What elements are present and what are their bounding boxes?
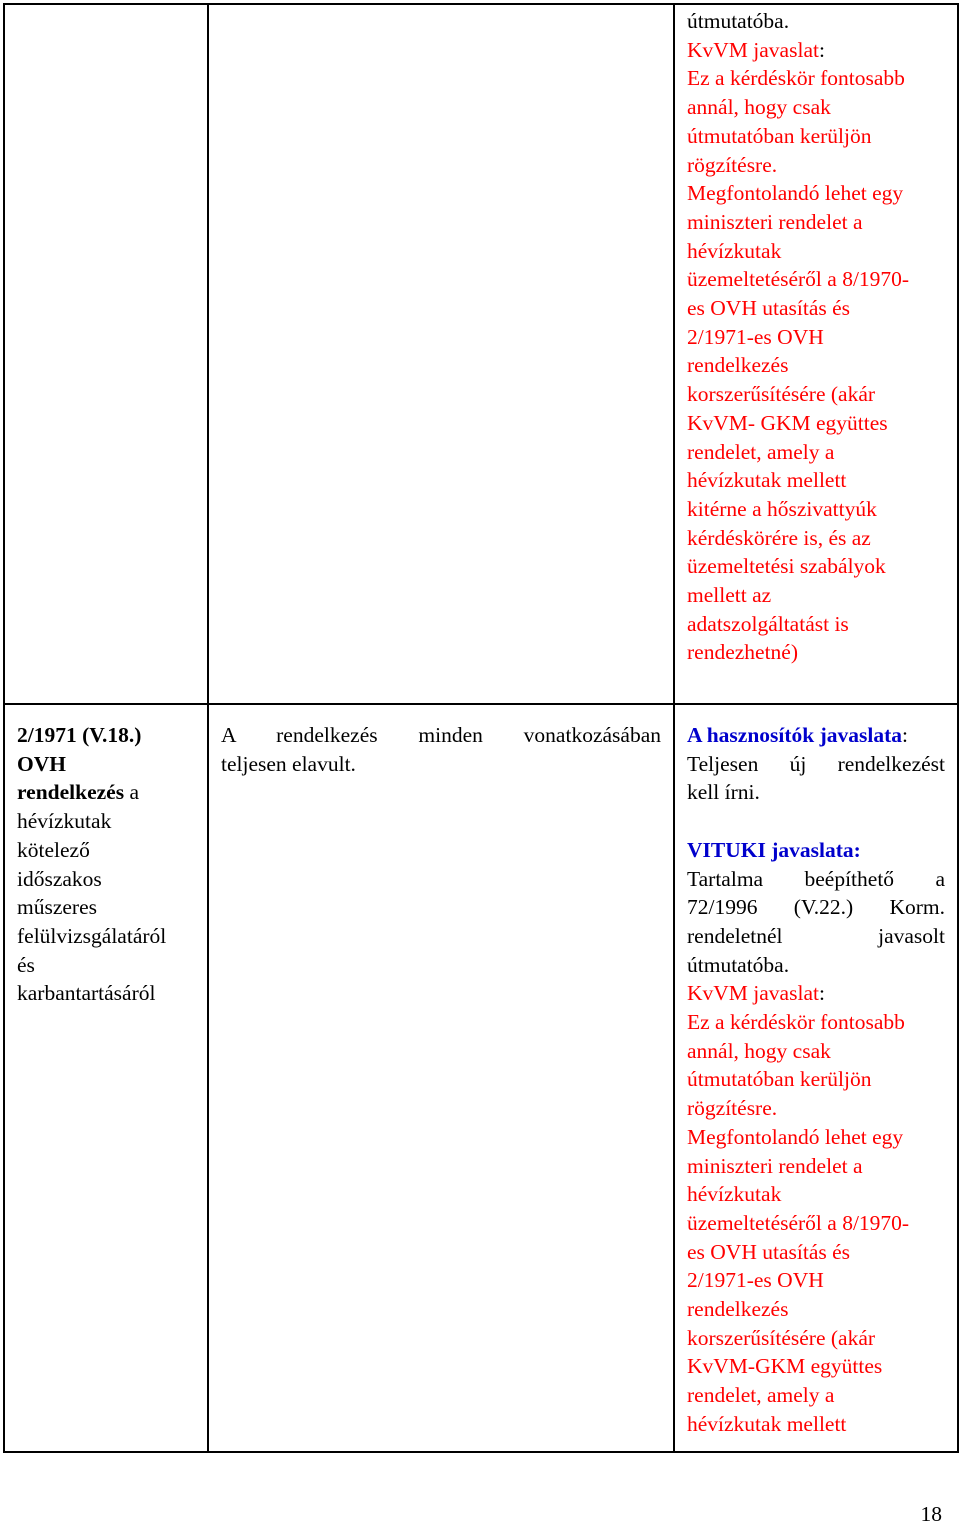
proposal-line: es OVH utasítás és xyxy=(687,296,851,321)
proposal-line: mellett az xyxy=(687,583,772,608)
vituki-heading: VITUKI javaslata: xyxy=(687,837,861,862)
proposal-line: es OVH utasítás és xyxy=(687,1239,851,1264)
page-number: 18 xyxy=(920,1502,942,1526)
proposal-line: Megfontolandó lehet egy xyxy=(687,181,904,206)
row2-proposal-cell xyxy=(674,704,958,1452)
proposal-line: 2/1971-es OVH xyxy=(687,324,824,349)
regulation-table-wrapper xyxy=(3,3,957,1453)
assessment-text-line: teljesen elavult. xyxy=(221,751,356,776)
proposal-line: miniszteri rendelet a xyxy=(687,1153,863,1178)
row1-assessment-cell xyxy=(208,4,674,704)
heading-colon: : xyxy=(818,981,825,1006)
proposal-line: rendelkezés xyxy=(687,353,789,378)
kvvm-proposal-text xyxy=(687,1008,945,1439)
hasznositok-text-line: kell írni. xyxy=(687,780,760,805)
proposal-line: Ez a kérdéskör fontosabb xyxy=(687,66,905,91)
vituki-text-line: útmutatóba. xyxy=(687,952,790,977)
proposal-line: útmutatóban kerüljön xyxy=(687,123,872,148)
regulation-title-line xyxy=(17,778,195,807)
proposal-line: rögzítésre. xyxy=(687,152,778,177)
hasznositok-text-line: Teljesen új rendelkezést xyxy=(687,751,945,776)
proposal-line: kérdéskörére is, és az xyxy=(687,525,871,550)
proposal-lead-text: útmutatóba. xyxy=(687,9,790,33)
regulation-table xyxy=(3,3,959,1453)
heading-colon: : xyxy=(818,37,825,62)
row1-proposal-cell xyxy=(674,4,958,704)
vituki-text-line: rendeletnél javasolt xyxy=(687,923,945,948)
kvvm-proposal-heading: KvVM javaslat xyxy=(687,37,819,62)
proposal-line: hévízkutak mellett xyxy=(687,1411,847,1436)
proposal-line: korszerűsítésére (akár xyxy=(687,382,876,407)
proposal-line: rendelkezés xyxy=(687,1297,789,1322)
proposal-line: útmutatóban kerüljön xyxy=(687,1067,872,1092)
proposal-line: rendezhetné) xyxy=(687,640,799,665)
proposal-line: Megfontolandó lehet egy xyxy=(687,1124,904,1149)
proposal-line: annál, hogy csak xyxy=(687,95,831,120)
proposal-line: hévízkutak mellett xyxy=(687,468,847,493)
proposal-line: KvVM- GKM együttes xyxy=(687,410,888,435)
proposal-line: annál, hogy csak xyxy=(687,1038,831,1063)
proposal-line: üzemeltetési szabályok xyxy=(687,554,886,579)
proposal-line: üzemeltetéséről a 8/1970- xyxy=(687,267,910,292)
regulation-type: rendelkezés xyxy=(17,780,125,805)
regulation-title-line: hévízkutak xyxy=(17,809,112,834)
proposal-line: KvVM-GKM együttes xyxy=(687,1354,883,1379)
proposal-line: kitérne a hőszivattyúk xyxy=(687,496,877,521)
regulation-title-line: felülvizsgálatáról xyxy=(17,923,167,948)
regulation-title-line: és xyxy=(17,952,35,977)
kvvm-proposal-text xyxy=(687,64,945,667)
proposal-line: adatszolgáltatást is xyxy=(687,611,849,636)
regulation-title-line: kötelező xyxy=(17,837,90,862)
proposal-line: 2/1971-es OVH xyxy=(687,1268,824,1293)
proposal-line: rendelet, amely a xyxy=(687,439,835,464)
hasznositok-heading-line xyxy=(687,721,945,750)
proposal-line: üzemeltetéséről a 8/1970- xyxy=(687,1210,910,1235)
vituki-text-line: 72/1996 (V.22.) Korm. xyxy=(687,895,945,920)
vituki-text-line: Tartalma beépíthető a xyxy=(687,866,945,891)
proposal-line: korszerűsítésére (akár xyxy=(687,1325,876,1350)
paragraph-gap xyxy=(687,807,945,836)
regulation-issuer: OVH xyxy=(17,751,66,776)
proposal-line: miniszteri rendelet a xyxy=(687,209,863,234)
table-row xyxy=(4,704,958,1452)
assessment-text-line: A rendelkezés minden vonatkozásában xyxy=(221,723,661,747)
regulation-title-line: időszakos xyxy=(17,866,102,891)
row1-regulation-cell xyxy=(4,4,208,704)
kvvm-proposal-heading: KvVM javaslat xyxy=(687,981,819,1006)
proposal-line: rögzítésre. xyxy=(687,1096,778,1121)
proposal-line: hévízkutak xyxy=(687,1182,782,1207)
row2-regulation-cell xyxy=(4,704,208,1452)
proposal-line: rendelet, amely a xyxy=(687,1383,835,1408)
hasznositok-heading: A hasznosítók javaslata xyxy=(687,723,903,747)
heading-colon: : xyxy=(902,723,909,747)
row2-assessment-cell xyxy=(208,704,674,1452)
regulation-code: 2/1971 (V.18.) xyxy=(17,723,142,747)
table-row xyxy=(4,4,958,704)
regulation-title-line: karbantartásáról xyxy=(17,981,156,1006)
kvvm-heading-line xyxy=(687,979,945,1008)
regulation-title-suffix: a xyxy=(124,780,140,805)
regulation-title-line: műszeres xyxy=(17,895,97,920)
proposal-line: hévízkutak xyxy=(687,238,782,263)
proposal-line: Ez a kérdéskör fontosabb xyxy=(687,1010,905,1035)
kvvm-heading-line xyxy=(687,36,945,65)
